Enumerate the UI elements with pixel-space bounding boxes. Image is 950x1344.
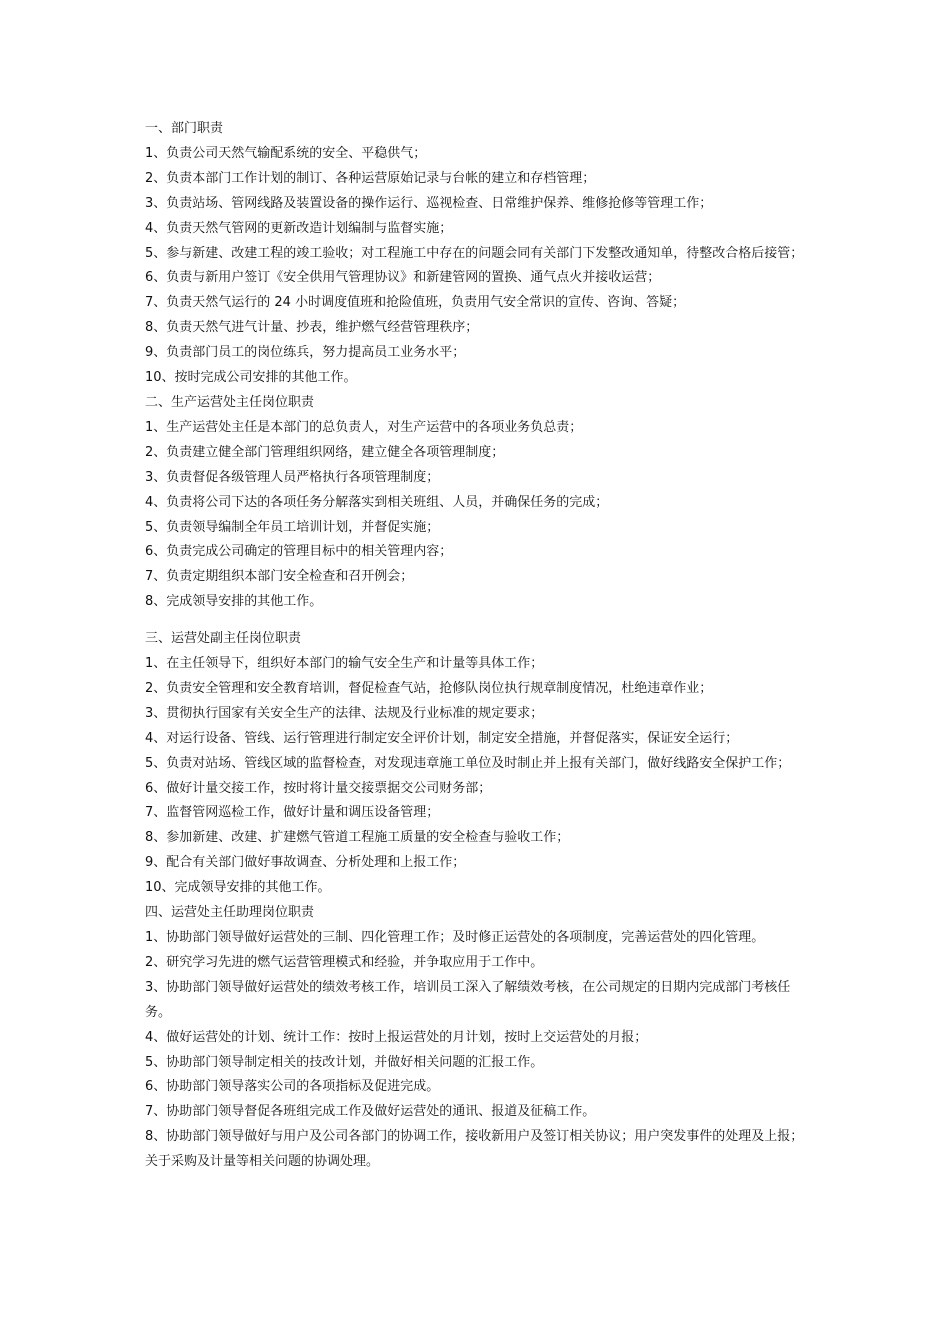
list-item: 1、协助部门领导做好运营处的三制、四化管理工作；及时修正运营处的各项制度，完善运营处的四化管理。 xyxy=(145,930,765,945)
list-item: 8、完成领导安排的其他工作。 xyxy=(145,594,323,610)
list-item: 8、参加新建、改建、扩建燃气管道工程施工质量的安全检查与验收工作； xyxy=(145,830,570,846)
section-heading: 二、生产运营处主任岗位职责 xyxy=(145,394,315,410)
section-assistant-director-duties xyxy=(145,901,810,1175)
document-body xyxy=(145,117,810,1175)
list-item: 3、贯彻执行国家有关安全生产的法律、法规及行业标准的规定要求； xyxy=(145,705,544,721)
list-item: 4、做好运营处的计划、统计工作：按时上报运营处的月计划，按时上交运营处的月报； xyxy=(145,1029,648,1045)
list-item: 1、生产运营处主任是本部门的总负责人，对生产运营中的各项业务负总责； xyxy=(145,419,583,435)
section-heading: 一、部门职责 xyxy=(145,121,224,136)
list-item: 4、负责天然气管网的更新改造计划编制与监督实施； xyxy=(145,220,453,236)
list-item: 6、做好计量交接工作，按时将计量交接票据交公司财务部； xyxy=(145,780,492,796)
list-item: 8、协助部门领导做好与用户及公司各部门的协调工作，接收新用户及签订相关协议；用户突发事件的处理及上报；关于采购及计量等相关问题的协调处理。 xyxy=(145,1129,804,1170)
list-item: 5、负责对站场、管线区域的监督检查，对发现违章施工单位及时制止并上报有关部门，做好线路安全保护工作； xyxy=(145,755,791,771)
list-item: 2、负责建立健全部门管理组织网络，建立健全各项管理制度； xyxy=(145,444,505,460)
list-item: 7、协助部门领导督促各班组完成工作及做好运营处的通讯、报道及征稿工作。 xyxy=(145,1104,596,1120)
list-item: 9、配合有关部门做好事故调查、分析处理和上报工作； xyxy=(145,855,466,871)
list-item: 1、负责公司天然气输配系统的安全、平稳供气； xyxy=(145,145,427,161)
section-dept-duties xyxy=(145,117,810,391)
list-item: 10、完成领导安排的其他工作。 xyxy=(145,880,331,896)
section-director-duties xyxy=(145,391,810,615)
section-deputy-director-duties xyxy=(145,627,810,901)
list-item: 9、负责部门员工的岗位练兵，努力提高员工业务水平； xyxy=(145,345,466,361)
list-item: 2、研究学习先进的燃气运营管理模式和经验，并争取应用于工作中。 xyxy=(145,954,544,970)
list-item: 5、负责领导编制全年员工培训计划，并督促实施； xyxy=(145,519,440,535)
list-item: 7、负责天然气运行的 24 小时调度值班和抢险值班，负责用气安全常识的宣传、咨询、答疑； xyxy=(145,295,686,311)
section-heading: 四、运营处主任助理岗位职责 xyxy=(145,905,315,921)
list-item: 6、负责完成公司确定的管理目标中的相关管理内容； xyxy=(145,544,453,560)
list-item: 6、负责与新用户签订《安全供用气管理协议》和新建管网的置换、通气点火并接收运营； xyxy=(145,270,661,286)
list-item: 5、协助部门领导制定相关的技改计划，并做好相关问题的汇报工作。 xyxy=(145,1054,544,1070)
list-item: 7、监督管网巡检工作，做好计量和调压设备管理； xyxy=(145,805,440,821)
list-item: 2、负责本部门工作计划的制订、各种运营原始记录与台帐的建立和存档管理； xyxy=(145,170,596,186)
list-item: 10、按时完成公司安排的其他工作。 xyxy=(145,370,357,386)
list-item: 4、对运行设备、管线、运行管理进行制定安全评价计划，制定安全措施，并督促落实，保证安全运行； xyxy=(145,730,739,746)
list-item: 3、协助部门领导做好运营处的绩效考核工作，培训员工深入了解绩效考核，在公司规定的日期内完成部门考核任务。 xyxy=(145,979,791,1020)
section-spacer xyxy=(145,615,810,627)
section-heading: 三、运营处副主任岗位职责 xyxy=(145,631,302,647)
list-item: 4、负责将公司下达的各项任务分解落实到相关班组、人员，并确保任务的完成； xyxy=(145,494,609,510)
list-item: 2、负责安全管理和安全教育培训，督促检查气站，抢修队岗位执行规章制度情况，杜绝违章作业； xyxy=(145,680,713,696)
list-item: 1、在主任领导下，组织好本部门的输气安全生产和计量等具体工作； xyxy=(145,656,544,672)
list-item: 6、协助部门领导落实公司的各项指标及促进完成。 xyxy=(145,1079,440,1095)
list-item: 5、参与新建、改建工程的竣工验收；对工程施工中存在的问题会同有关部门下发整改通知单，待整改合格后接管； xyxy=(145,245,804,261)
list-item: 3、负责站场、管网线路及装置设备的操作运行、巡视检查、日常维护保养、维修抢修等管理工作； xyxy=(145,195,713,211)
list-item: 8、负责天然气进气计量、抄表，维护燃气经营管理秩序； xyxy=(145,320,479,336)
list-item: 3、负责督促各级管理人员严格执行各项管理制度； xyxy=(145,469,440,485)
list-item: 7、负责定期组织本部门安全检查和召开例会； xyxy=(145,569,414,585)
